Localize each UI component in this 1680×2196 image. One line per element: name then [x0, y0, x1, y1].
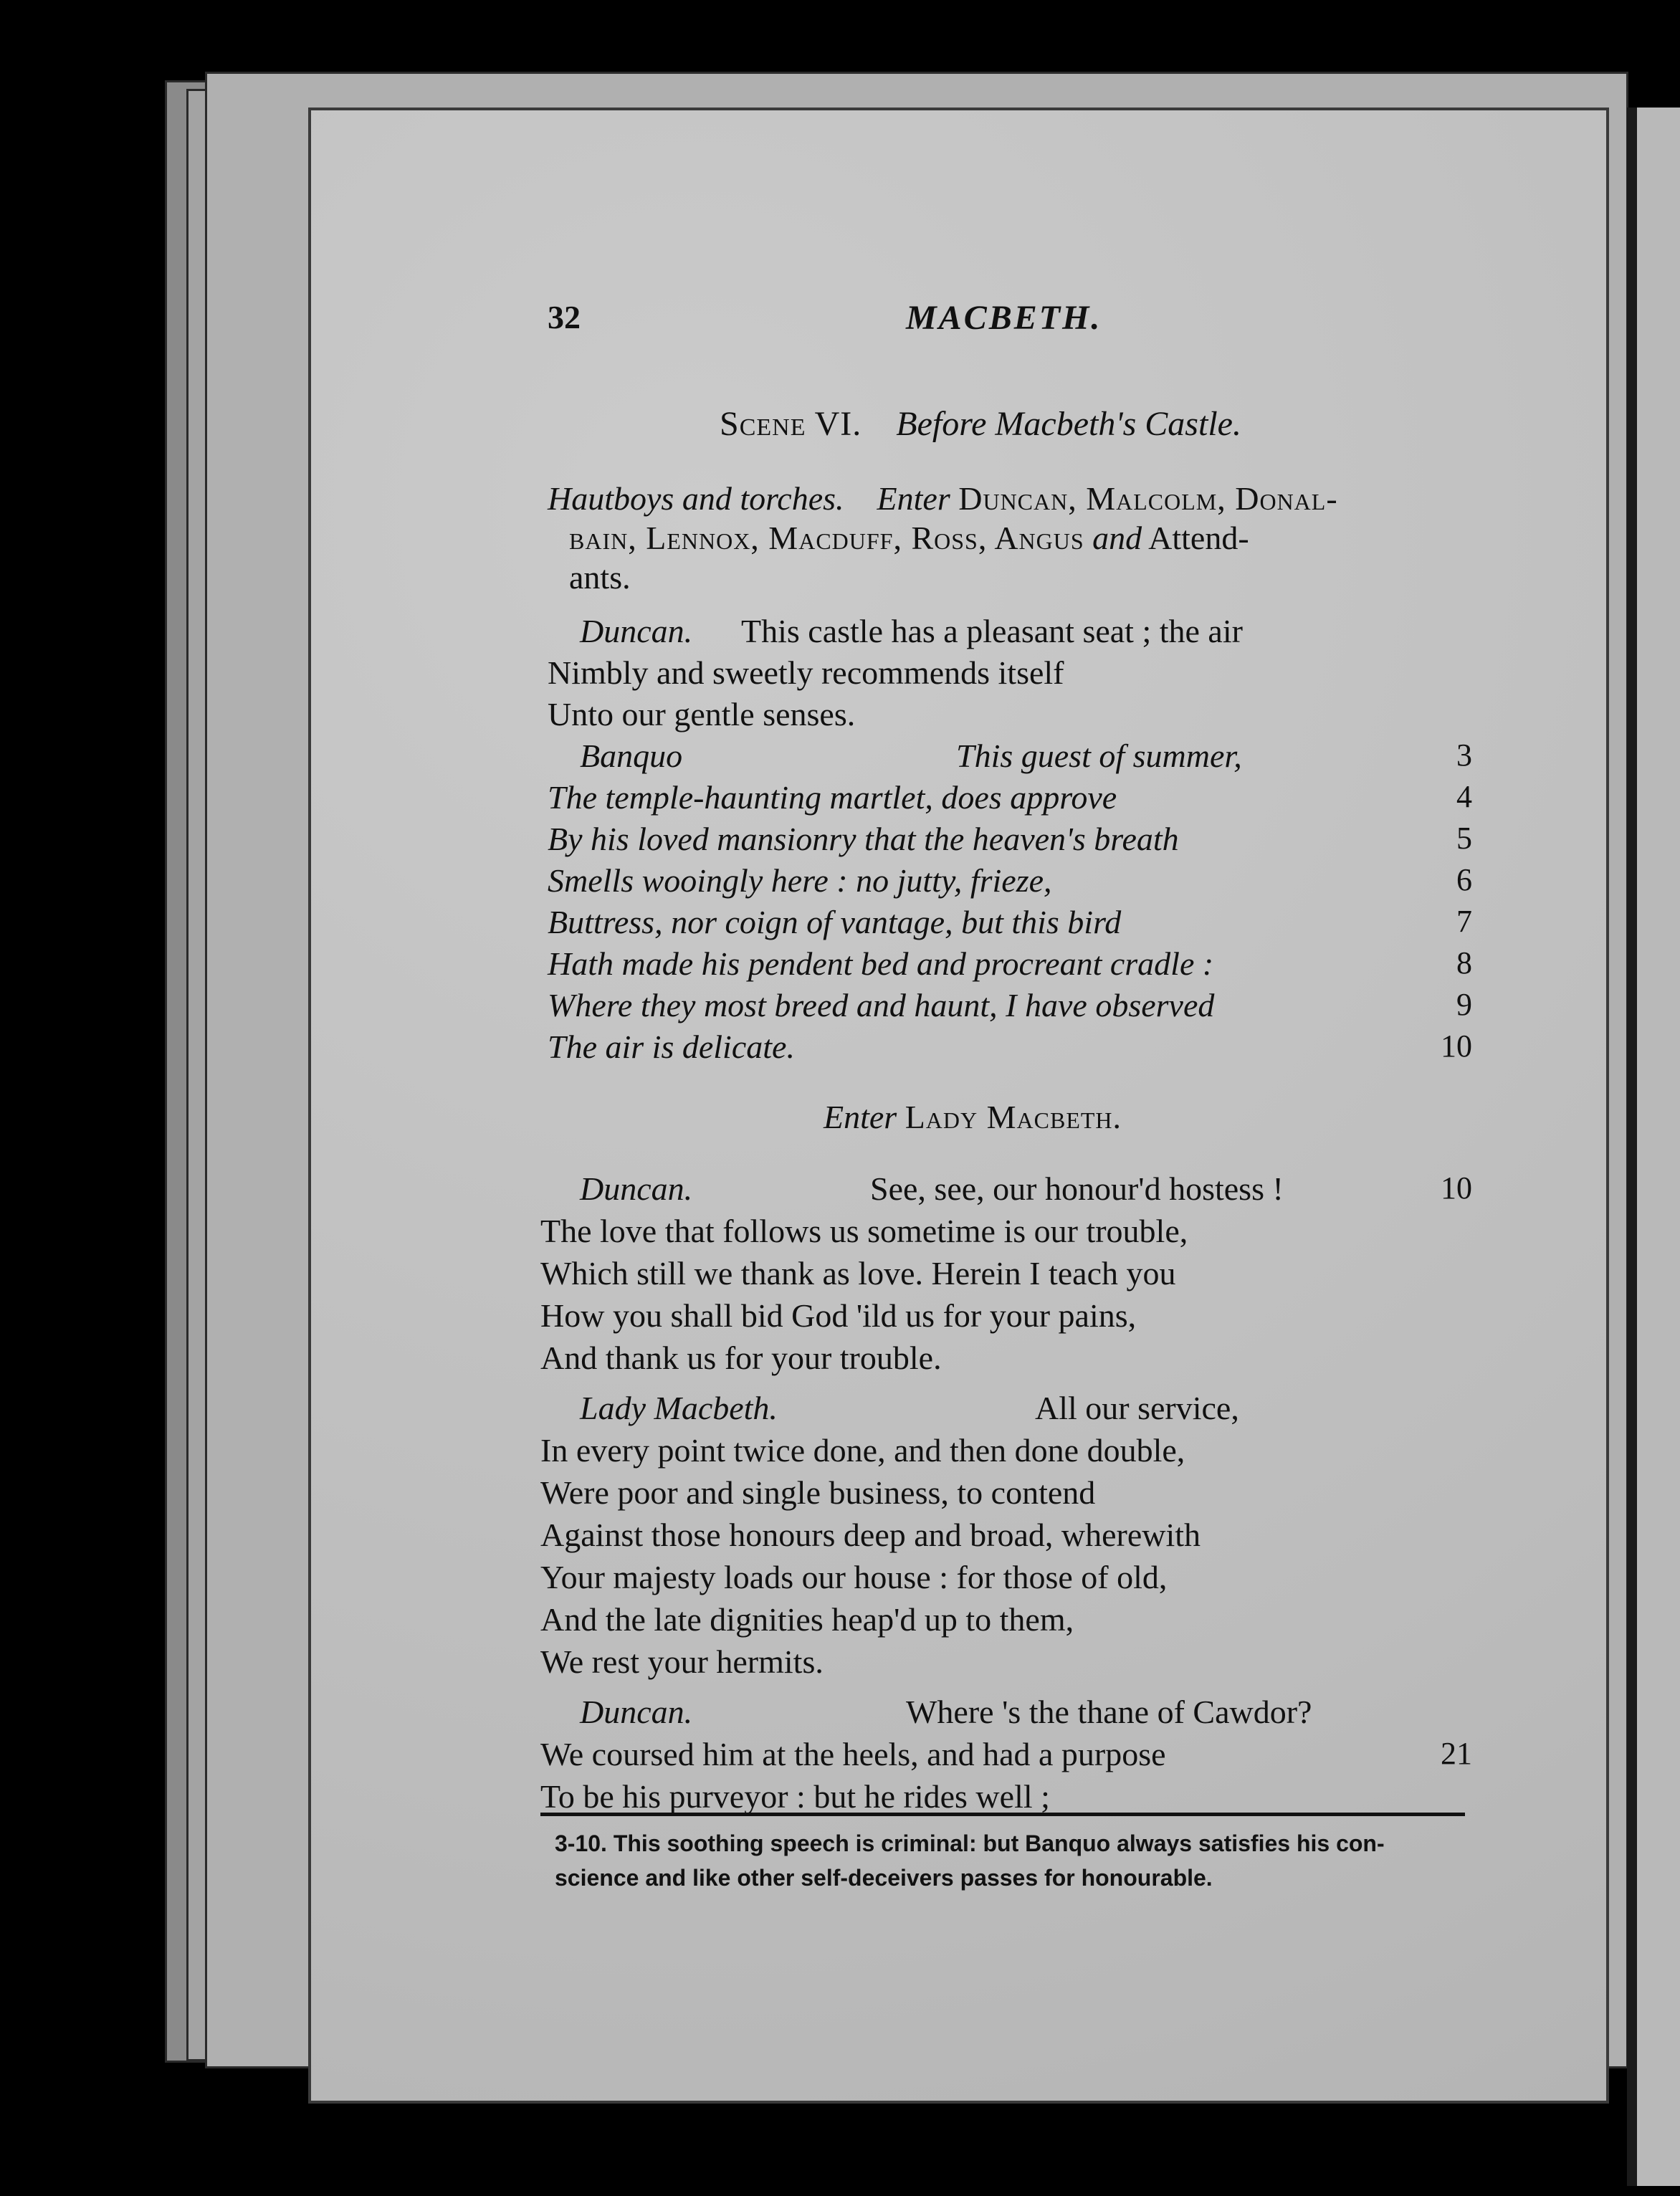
- running-title: MACBETH.: [906, 299, 1102, 337]
- verse-line: Hath made his pendent bed and procreant cradle :: [548, 945, 1214, 982]
- verse-line: Where they most breed and haunt, I have observed: [548, 987, 1215, 1023]
- scene-heading: [720, 404, 1241, 444]
- verse-line: Unto our gentle senses.: [548, 696, 856, 732]
- verse-line: In every point twice done, and then done double,: [540, 1432, 1185, 1469]
- verse-line: By his loved mansionry that the heaven's breath: [548, 821, 1179, 857]
- footnote-line: science and like other self-deceivers passes for honourable.: [555, 1865, 1213, 1891]
- stage-direction-line: Enter Lady Macbeth.: [824, 1099, 1122, 1135]
- line-number: 9: [1456, 987, 1472, 1022]
- speaker-name: Duncan.: [580, 1170, 693, 1207]
- verse-line: How you shall bid God 'ild us for your pains,: [540, 1297, 1137, 1334]
- verse-line: Your majesty loads our house : for those of old,: [540, 1559, 1168, 1595]
- verse-line: This guest of summer,: [956, 737, 1242, 774]
- stage-direction-line: Hautboys and torches. Enter Duncan, Malcolm, Donal-: [548, 480, 1338, 517]
- verse-line: Against those honours deep and broad, wherewith: [540, 1517, 1201, 1553]
- speaker-name: Banquo: [580, 737, 683, 774]
- scene-number: Scene VI.: [720, 405, 862, 443]
- footnote-rule: [540, 1813, 1465, 1816]
- page-number: 32: [548, 299, 581, 335]
- verse-line: And the late dignities heap'd up to them,: [540, 1601, 1074, 1638]
- footnote-line: 3-10. This soothing speech is criminal: but Banquo always satisfies his con-: [555, 1830, 1385, 1856]
- line-number: 7: [1456, 904, 1472, 939]
- verse-line: The love that follows us sometime is our trouble,: [540, 1213, 1188, 1249]
- verse-line: Smells wooingly here : no jutty, frieze,: [548, 862, 1052, 899]
- line-number: 21: [1441, 1736, 1472, 1771]
- speaker-name: Duncan.: [580, 1694, 693, 1730]
- line-number: 5: [1456, 821, 1472, 856]
- stage-direction-line: bain, Lennox, Macduff, Ross, Angus and Attend-: [569, 520, 1249, 556]
- line-number: 10: [1441, 1028, 1472, 1064]
- verse-line: Where 's the thane of Cawdor?: [906, 1694, 1312, 1730]
- verse-line: See, see, our honour'd hostess !: [870, 1170, 1284, 1207]
- verse-line: Were poor and single business, to contend: [540, 1474, 1096, 1511]
- scene-location: Before Macbeth's Castle.: [896, 405, 1241, 443]
- verse-line: To be his purveyor : but he rides well ;: [540, 1778, 1050, 1815]
- facing-page-edge: [1627, 108, 1680, 2186]
- speaker-name: Lady Macbeth.: [580, 1390, 778, 1426]
- verse-line: Which still we thank as love. Herein I teach you: [540, 1255, 1176, 1292]
- verse-line: All our service,: [1035, 1390, 1239, 1426]
- verse-line: And thank us for your trouble.: [540, 1340, 942, 1376]
- verse-line: Buttress, nor coign of vantage, but this bird: [548, 904, 1122, 940]
- stage-direction-line: ants.: [569, 559, 631, 596]
- line-number: 6: [1456, 862, 1472, 897]
- line-number: 8: [1456, 945, 1472, 980]
- line-number: 3: [1456, 737, 1472, 773]
- line-number: 10: [1441, 1170, 1472, 1206]
- book-page: [308, 108, 1609, 2104]
- verse-line: The air is delicate.: [548, 1028, 795, 1065]
- line-number: 4: [1456, 779, 1472, 814]
- verse-line: The temple-haunting martlet, does approve: [548, 779, 1117, 816]
- verse-line: We rest your hermits.: [540, 1643, 824, 1680]
- verse-line: We coursed him at the heels, and had a purpose: [540, 1736, 1166, 1772]
- speaker-name: Duncan.: [580, 613, 693, 649]
- verse-line: Nimbly and sweetly recommends itself: [548, 654, 1064, 691]
- verse-line: This castle has a pleasant seat ; the air: [741, 613, 1243, 649]
